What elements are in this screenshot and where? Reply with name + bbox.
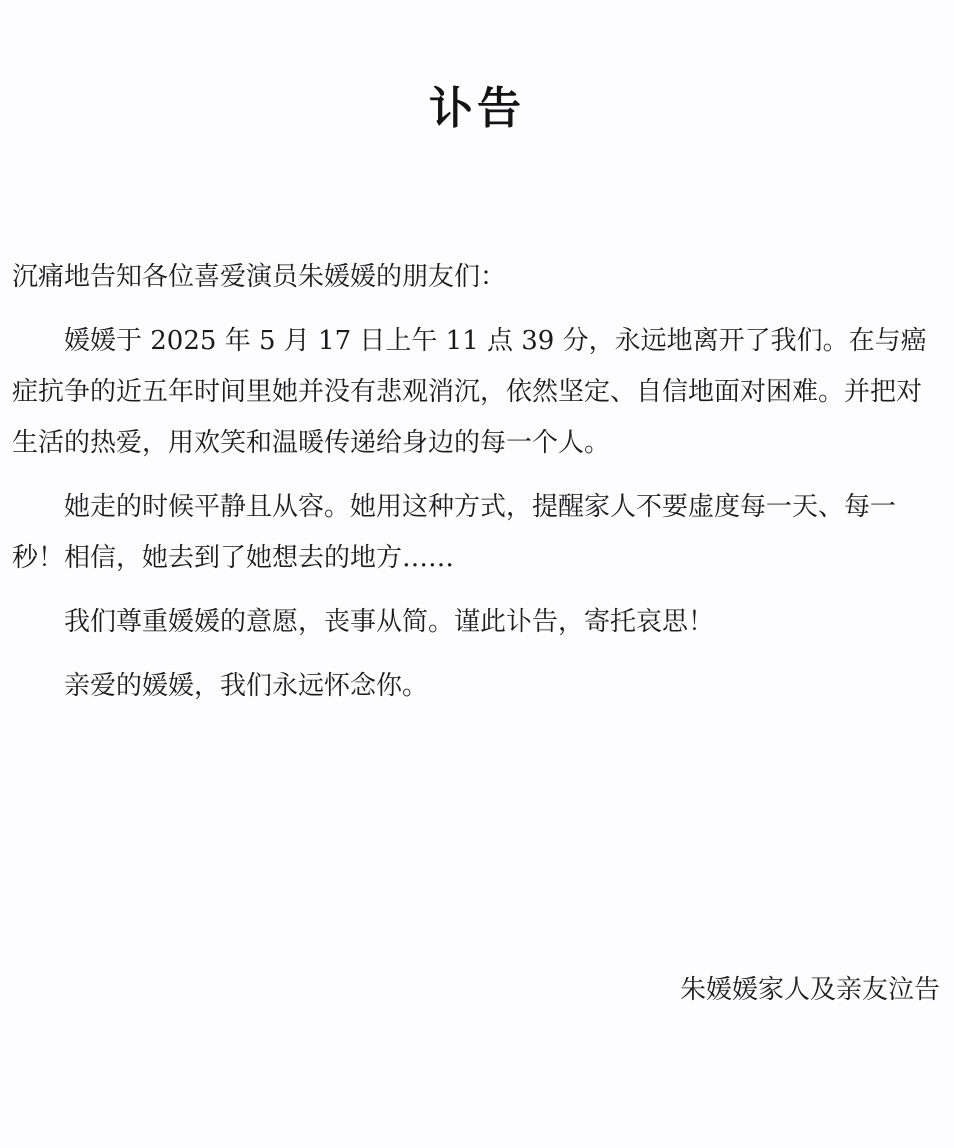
paragraph-peaceful-passing: 她走的时候平静且从容。她用这种方式，提醒家人不要虚度每一天、每一秒！相信，她去到了她想去的地方…… [12,492,897,573]
notice-body [12,252,932,725]
notice-title: 讣告 [429,83,525,134]
paragraph-remembrance: 亲爱的媛媛，我们永远怀念你。 [64,671,429,701]
salutation: 沉痛地告知各位喜爱演员朱媛媛的朋友们： [12,262,507,292]
signature: 朱媛媛家人及亲友泣告 [679,975,940,1005]
paragraph-funeral-wishes: 我们尊重媛媛的意愿，丧事从简。谨此讣告，寄托哀思！ [64,607,715,637]
paragraph-death-announcement: 媛媛于 2025 年 5 月 17 日上午 11 点 39 分，永远地离开了我们。在与癌症抗争的近五年时间里她并没有悲观消沉，依然坚定、自信地面对困难。并把对生活的热爱，用欢笑和温暖传递给身边的每一个人。 [12,326,927,458]
